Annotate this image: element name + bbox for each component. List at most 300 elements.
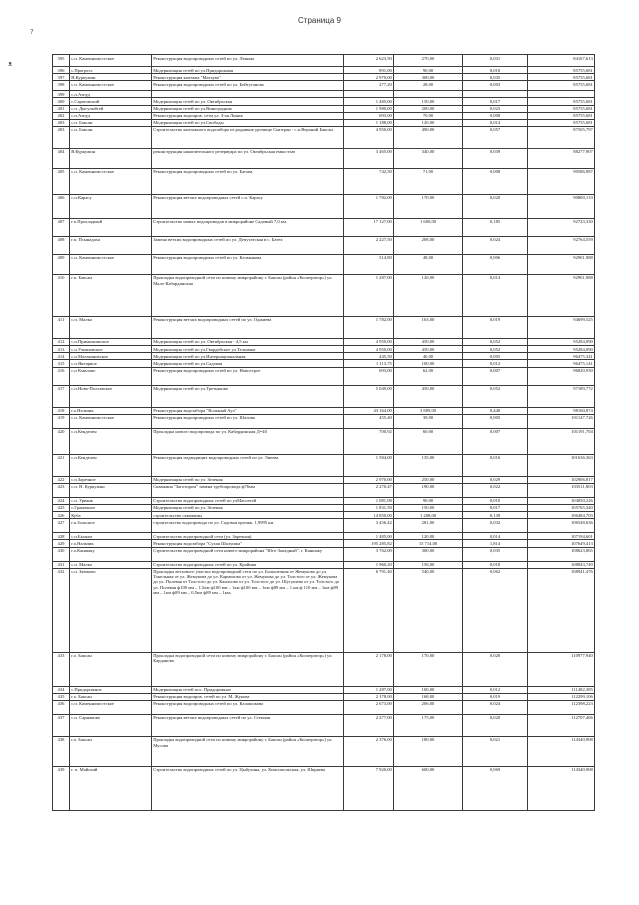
cost-value: 2 270,47 (344, 483, 394, 497)
cumulative-total: 114340,908 (528, 766, 595, 810)
settlement-name: г.о. Баксан (70, 652, 152, 686)
cost-value: 2 970,00 (344, 476, 394, 483)
work-description (152, 91, 344, 98)
length-value: 100,00 (394, 360, 463, 367)
length-value: 190,00 (394, 483, 463, 497)
cumulative-total: 84167,613 (528, 55, 595, 67)
cost-value: 43 164,00 (344, 407, 394, 414)
row-number: 410 (53, 274, 70, 316)
ratio-value: 0,032 (463, 519, 528, 533)
cumulative-total: 92723,330 (528, 218, 595, 236)
table-row (53, 693, 595, 700)
length-value: 200,00 (394, 105, 463, 112)
length-value: 15 714,00 (394, 540, 463, 547)
ratio-value: 0,185 (463, 218, 528, 236)
ratio-value: 0,010 (463, 67, 528, 74)
cumulative-total: 107649,413 (528, 540, 595, 547)
table-row (53, 652, 595, 686)
cost-value: 1 485,00 (344, 98, 394, 105)
cumulative-total: 85755,681 (528, 98, 595, 105)
table-row (53, 254, 595, 274)
table-row (53, 316, 595, 338)
settlement-name: с.п.Заречное (70, 476, 152, 483)
row-number: 436 (53, 700, 70, 714)
ratio-value: 0,016 (463, 454, 528, 476)
row-number: 397 (53, 74, 70, 81)
table-row (53, 428, 595, 454)
scan-mark: ? (30, 28, 34, 36)
table-row (53, 540, 595, 547)
cumulative-total: 94699,525 (528, 316, 595, 338)
ratio-value: 0,024 (463, 700, 528, 714)
work-description: Прокладка водопроводной сети по новому микрорайону г. Баксан (район «Кооператор») ул. Мало-Кабардинская (152, 274, 344, 316)
table-row (53, 367, 595, 385)
settlement-name: с.п.Малакановское (70, 353, 152, 360)
length-value: 48,00 (394, 254, 463, 274)
settlement-name: г. п. Майский (70, 766, 152, 810)
settlement-name: с.п. Баксан (70, 119, 152, 126)
work-description: Модернизация сетей по ул. Зеленая (152, 504, 344, 511)
length-value: 62,00 (394, 367, 463, 385)
work-description: строительство скважины (152, 512, 344, 519)
table-row (53, 547, 595, 561)
ratio-value: 0,005 (463, 414, 528, 428)
cumulative-total: 88277,907 (528, 148, 595, 168)
table-row (53, 148, 595, 168)
ratio-value: 0,006 (463, 254, 528, 274)
cumulative-total: 102906,817 (528, 476, 595, 483)
length-value: 39,00 (394, 414, 463, 428)
settlement-name: с.Прогресс (70, 67, 152, 74)
ratio-value: 0,024 (463, 236, 528, 254)
settlement-name: с.п. Каменномостское (70, 254, 152, 274)
cumulative-total: 101636,363 (528, 454, 595, 476)
ratio-value: 0,017 (463, 98, 528, 105)
work-description: Модернизация сетей по ул.Свободы (152, 119, 344, 126)
cumulative-total: 85755,681 (528, 67, 595, 74)
ratio-value (463, 91, 528, 98)
settlement-name: с.п. Каменномостское (70, 81, 152, 91)
row-number: 412 (53, 338, 70, 345)
cost-value: 1 980,00 (344, 105, 394, 112)
settlement-name: с.п. Каменномостское (70, 700, 152, 714)
work-description: Реконструкция водозабора "Вольный Аул" (152, 407, 344, 414)
ratio-value: 0,012 (463, 686, 528, 693)
length-value: 170,00 (394, 194, 463, 218)
length-value: 71,00 (394, 168, 463, 194)
cumulative-total: 108941,476 (528, 568, 595, 652)
cost-value: 14 850,00 (344, 512, 394, 519)
row-number: 416 (53, 367, 70, 385)
table-row (53, 454, 595, 476)
cumulative-total: 108843,749 (528, 561, 595, 568)
work-description: Прокладка водопроводной сети по новому микрорайону г. Баксан (район «Кооператор») ул. Карданова (152, 652, 344, 686)
row-number: 439 (53, 766, 70, 810)
row-number: 409 (53, 254, 70, 274)
table-row (53, 476, 595, 483)
ratio-value: 0,052 (463, 346, 528, 353)
settlement-name: с.п.Янтарное (70, 360, 152, 367)
row-number: 417 (53, 385, 70, 407)
cumulative-total: 96475,341 (528, 353, 595, 360)
row-number: 403 (53, 119, 70, 126)
cost-value: 2 970,00 (344, 74, 394, 81)
length-value: 156,00 (394, 561, 463, 568)
settlement-name: г.о.Нальчик (70, 540, 152, 547)
ratio-value: 0,023 (463, 105, 528, 112)
length-value: 168,00 (394, 693, 463, 700)
ratio-value: 0,052 (463, 385, 528, 407)
cost-value: 3 465,00 (344, 148, 394, 168)
ratio-value: 1,814 (463, 540, 528, 547)
settlement-name: с.п. Каменномостское (70, 55, 152, 67)
settlement-name: с.п.Былым (70, 533, 152, 540)
row-number: 395 (53, 55, 70, 67)
row-number: 434 (53, 686, 70, 693)
length-value: 135,00 (394, 454, 463, 476)
cost-value: 3 762,00 (344, 547, 394, 561)
table-row (53, 414, 595, 428)
row-number: 421 (53, 454, 70, 476)
cumulative-total: 108623,865 (528, 547, 595, 561)
ratio-value: 0,017 (463, 504, 528, 511)
table-row (53, 74, 595, 81)
table-row (53, 67, 595, 74)
work-description: Строительство водопроводной сети (ул. Заречная). (152, 533, 344, 540)
work-description: Реконструкция ветхих водопроводных сетей по ул. Оджиева (152, 316, 344, 338)
table-row (53, 346, 595, 353)
row-number: 407 (53, 218, 70, 236)
work-description: Модернизация сетей по ул.Гвардейское ул.Тельмана (152, 346, 344, 353)
cumulative-total: 112707,466 (528, 714, 595, 736)
ratio-value: 0,018 (463, 561, 528, 568)
row-number: 428 (53, 533, 70, 540)
cost-value: 2 623,50 (344, 55, 394, 67)
work-description: Замена ветхих водопроводных сетей по ул. Депутатская в с. Батех (152, 236, 344, 254)
table-row (53, 766, 595, 810)
cumulative-total: 92901,988 (528, 254, 595, 274)
cost-value: 1 287,00 (344, 274, 394, 316)
row-number: 438 (53, 736, 70, 766)
cost-value: 1 485,00 (344, 533, 394, 540)
table-row (53, 504, 595, 511)
work-description: Модернизация сетей по ул. Октябрьская (152, 98, 344, 105)
ratio-value: 0,039 (463, 148, 528, 168)
length-value: 208,00 (394, 236, 463, 254)
row-number: 429 (53, 540, 70, 547)
length-value: 206,00 (394, 700, 463, 714)
work-description: Прокладка нового водопровода по ул. Кабардинская Д=40 (152, 428, 344, 454)
work-description: Реконструкция водозабора "Сухая Шалушка" (152, 540, 344, 547)
table-row (53, 126, 595, 148)
row-number: 437 (53, 714, 70, 736)
ratio-value: 0,029 (463, 476, 528, 483)
ratio-value: 0,062 (463, 568, 528, 652)
ratio-value: 0,139 (463, 512, 528, 519)
length-value: 340,00 (394, 148, 463, 168)
cost-value: 700,92 (344, 428, 394, 454)
row-number: 420 (53, 428, 70, 454)
table-row (53, 338, 595, 345)
cost-value: 4 950,00 (344, 346, 394, 353)
row-number: 400 (53, 98, 70, 105)
work-description: Реконструкция водопроводных сетей по ул. Бейтуганова (152, 81, 344, 91)
settlement-name: с.п. Баксан (70, 126, 152, 148)
scan-mark: ᴥ (8, 60, 13, 68)
cost-value: 693,00 (344, 112, 394, 119)
row-number: 405 (53, 168, 70, 194)
cost-value: 2 227,50 (344, 236, 394, 254)
row-number: 419 (53, 414, 70, 428)
table-row (53, 568, 595, 652)
row-number: 431 (53, 561, 70, 568)
table-row (53, 274, 595, 316)
work-description: Реконструкция водопров. сетм ул. 3-ая Линия (152, 112, 344, 119)
table-row (53, 385, 595, 407)
length-value: 70,00 (394, 112, 463, 119)
row-number: 404 (53, 148, 70, 168)
length-value: 1 600,00 (394, 218, 463, 236)
cumulative-total: 96475,141 (528, 360, 595, 367)
settlement-name: с.п.Ульяновское (70, 346, 152, 353)
work-description: Строительство водопроводных сетей по ул. Крайняя (152, 561, 344, 568)
row-number: 432 (53, 568, 70, 652)
settlement-name: г.п. Псынадаха (70, 236, 152, 254)
work-description: Реконструкция ветхих водопроводных сетей с.п. Карасу (152, 194, 344, 218)
settlement-name: г.о. Баксан (70, 693, 152, 700)
cost-value: 1 584,00 (344, 454, 394, 476)
table-row (53, 98, 595, 105)
cost-value: 6 791,40 (344, 568, 394, 652)
table-row (53, 168, 595, 194)
cumulative-total: 90800,133 (528, 194, 595, 218)
work-description: Модернизация сетей по ул.Виноградная (152, 105, 344, 112)
settlement-name: с.п.Карасу (70, 194, 152, 218)
cumulative-total: 104050,226 (528, 497, 595, 504)
cost-value: 1 287,00 (344, 686, 394, 693)
cumulative-total: 103511,803 (528, 483, 595, 497)
cumulative-total: 85755,681 (528, 81, 595, 91)
row-number: 402 (53, 112, 70, 119)
cumulative-total: 98160,874 (528, 407, 595, 414)
table-row (53, 218, 595, 236)
ratio-value: 0,010 (463, 497, 528, 504)
row-number: 401 (53, 105, 70, 112)
work-description: Модернизация сетей по ул.Третьякова (152, 385, 344, 407)
settlement-name: с.п.Кенделен (70, 454, 152, 476)
cost-value: 1 831,50 (344, 504, 394, 511)
work-description: Модернизация сетей по ул.Интернациональная (152, 353, 344, 360)
ratio-value: 0,035 (463, 74, 528, 81)
length-value: 450,00 (394, 385, 463, 407)
cumulative-total: 96820,930 (528, 367, 595, 385)
cumulative-total: 85755,681 (528, 74, 595, 81)
ratio-value: 0,021 (463, 736, 528, 766)
length-value: 175,00 (394, 714, 463, 736)
work-description: Реконструкция каптажа "Матхуко" (152, 74, 344, 81)
row-number: 418 (53, 407, 70, 414)
cost-value: 1 081,08 (344, 497, 394, 504)
ratio-value: 0,014 (463, 533, 528, 540)
work-description: Реконструкция водопров. сетей по ул. М. Жукова (152, 693, 344, 700)
length-value: 3 809,00 (394, 407, 463, 414)
cost-value: 3 456,42 (344, 519, 394, 533)
cost-value: 445,50 (344, 353, 394, 360)
length-value: 250,00 (394, 476, 463, 483)
cost-value: 693,00 (344, 367, 394, 385)
ratio-value: 0,440 (463, 407, 528, 414)
table-row (53, 561, 595, 568)
settlement-name: Куба (70, 512, 152, 519)
cost-value: 4 950,00 (344, 338, 394, 345)
table-row (53, 194, 595, 218)
cumulative-total: 106548,636 (528, 519, 595, 533)
ratio-value: 0,052 (463, 338, 528, 345)
cost-value: 17 127,00 (344, 218, 394, 236)
settlement-name: с.п.Ново-Полтавское (70, 385, 152, 407)
registry-table (52, 54, 595, 811)
ratio-value: 0,005 (463, 353, 528, 360)
settlement-name: г.о.Нальчик (70, 407, 152, 414)
work-description: Реконструкция водопроводных сетей по ул. Шалова (152, 414, 344, 428)
ratio-value: 0,020 (463, 194, 528, 218)
table-row (53, 512, 595, 519)
settlement-name: с.п. Малка (70, 561, 152, 568)
ratio-value: 0,020 (463, 714, 528, 736)
cumulative-total: 92764,559 (528, 236, 595, 254)
work-description: Модернизация сетей пос. Придорожное (152, 686, 344, 693)
cost-value: 7 920,00 (344, 766, 394, 810)
row-number: 426 (53, 512, 70, 519)
ratio-value: 0,012 (463, 360, 528, 367)
settlement-name: с.п.Атпуд (70, 112, 152, 119)
cost-value: 4 950,00 (344, 126, 394, 148)
ratio-value: 0,007 (463, 428, 528, 454)
strike-line (52, 66, 594, 67)
work-description: Строительство водопроводных сетей по улМасоетей (152, 497, 344, 504)
settlement-name: с.Граничное (70, 504, 152, 511)
length-value: 600,00 (394, 766, 463, 810)
work-description: Модернизация сетей по ул.Садовая (152, 360, 344, 367)
cumulative-total: 90586,987 (528, 168, 595, 194)
cumulative-total: 106484,703 (528, 512, 595, 519)
cumulative-total: 101147,726 (528, 414, 595, 428)
length-value: 450,00 (394, 346, 463, 353)
length-value: 120,00 (394, 119, 463, 126)
cost-value: 5 049,00 (344, 385, 394, 407)
ratio-value: 0,007 (463, 367, 528, 385)
cost-value: 1 188,00 (344, 119, 394, 126)
settlement-name: с.п. Заюково (70, 568, 152, 652)
settlement-name: с.п.Атпуд (70, 91, 152, 98)
cost-value: 455,40 (344, 414, 394, 428)
length-value: 150,00 (394, 504, 463, 511)
length-value: 120,00 (394, 533, 463, 540)
work-description: Реконструкция водопроводных сетей по ул. Новострое (152, 367, 344, 385)
work-description: Модернизация сетей по ул.Придорожная (152, 67, 344, 74)
length-value: 300,00 (394, 547, 463, 561)
work-description: Реконструкция водопроводных сетей по ул. Калмыкова (152, 254, 344, 274)
row-number: 413 (53, 346, 70, 353)
settlement-name: с.п Кмилово (70, 367, 152, 385)
row-number: 425 (53, 504, 70, 511)
settlement-name: с.п. Каменномостское (70, 168, 152, 194)
table-row (53, 91, 595, 98)
cumulative-total: 95284,090 (528, 346, 595, 353)
cost-value: 2 178,00 (344, 693, 394, 700)
row-number: 415 (53, 360, 70, 367)
work-description: Строительство каптажного водозабора из родников урочище Сыптран - с.п.Верхний Баксан (152, 126, 344, 148)
work-description: Реконструкция подводящих водопроводных сетей по ул. Энеева (152, 454, 344, 476)
row-number: 403 (53, 126, 70, 148)
cumulative-total: 105765,340 (528, 504, 595, 511)
work-description: Строительство новых водопроводов в микрорайоне Садовый 7,0 км. (152, 218, 344, 236)
work-description: Реконструкция водопроводных сетей по ул. Калашокова (152, 700, 344, 714)
work-description: Реконструкция водопроводных сетей по ул. Ленина (152, 55, 344, 67)
cost-value: 514,80 (344, 254, 394, 274)
table-row (53, 81, 595, 91)
length-value: 163,00 (394, 316, 463, 338)
row-number: 424 (53, 497, 70, 504)
row-number: 408 (53, 236, 70, 254)
table-row (53, 353, 595, 360)
table-row (53, 700, 595, 714)
cumulative-total: 111482,385 (528, 686, 595, 693)
length-value: 1 208,00 (394, 512, 463, 519)
work-description: реконструкция накопительного резервуара по ул. Октябрьская емкостью (152, 148, 344, 168)
cost-value: 2 376,00 (344, 736, 394, 766)
work-description: строительство водопровода по ул. Садовая протяж. 1,9995 км (152, 519, 344, 533)
work-description: Строительство водопроводных сетей по ул. Цыбулина, ул. Комсомольская, ул. Ширяева (152, 766, 344, 810)
settlement-name: с.п. Малка (70, 316, 152, 338)
length-value: 150,00 (394, 98, 463, 105)
settlement-name: с.п. Дыгулыбгей (70, 105, 152, 112)
settlement-name: с.п.Кенделен (70, 428, 152, 454)
settlement-name: с.Саратовский (70, 98, 152, 105)
table-row (53, 497, 595, 504)
settlement-name: г.о.Каншаку (70, 547, 152, 561)
cumulative-total: 85755,681 (528, 105, 595, 112)
ratio-value: 0,003 (463, 81, 528, 91)
table-row (53, 533, 595, 540)
ratio-value: 0,019 (463, 693, 528, 700)
strike-line (52, 148, 594, 149)
work-description: Реконструкция водопроводных сетей по ул. Багова (152, 168, 344, 194)
row-number: 423 (53, 483, 70, 497)
settlement-name: с.п.Прималкинское (70, 338, 152, 345)
settlement-name: Н.Куркужин (70, 74, 152, 81)
ratio-value: 0,008 (463, 168, 528, 194)
table-row (53, 519, 595, 533)
work-description: Строительство водопроводной сети нового микрорайона "Юго-Западный", г. Каншаку (152, 547, 344, 561)
ratio-value: 0,014 (463, 274, 528, 316)
length-value: 540,00 (394, 568, 463, 652)
cost-value: 2 277,00 (344, 714, 394, 736)
settlement-name: г.п.Прохладный (70, 218, 152, 236)
ratio-value: 0,020 (463, 652, 528, 686)
row-number: 406 (53, 194, 70, 218)
cumulative-total: 97189,772 (528, 385, 595, 407)
table-row (53, 483, 595, 497)
table-row (53, 360, 595, 367)
page-title: Страница 9 (298, 16, 341, 25)
cumulative-total: 101191,704 (528, 428, 595, 454)
row-number: 396 (53, 67, 70, 74)
length-value: 90,00 (394, 67, 463, 74)
work-description: Скважина "Заготпром" замена трубопровода ф76мм (152, 483, 344, 497)
settlement-name: с.п. Каменномостское (70, 414, 152, 428)
cost-value: 277,20 (344, 81, 394, 91)
